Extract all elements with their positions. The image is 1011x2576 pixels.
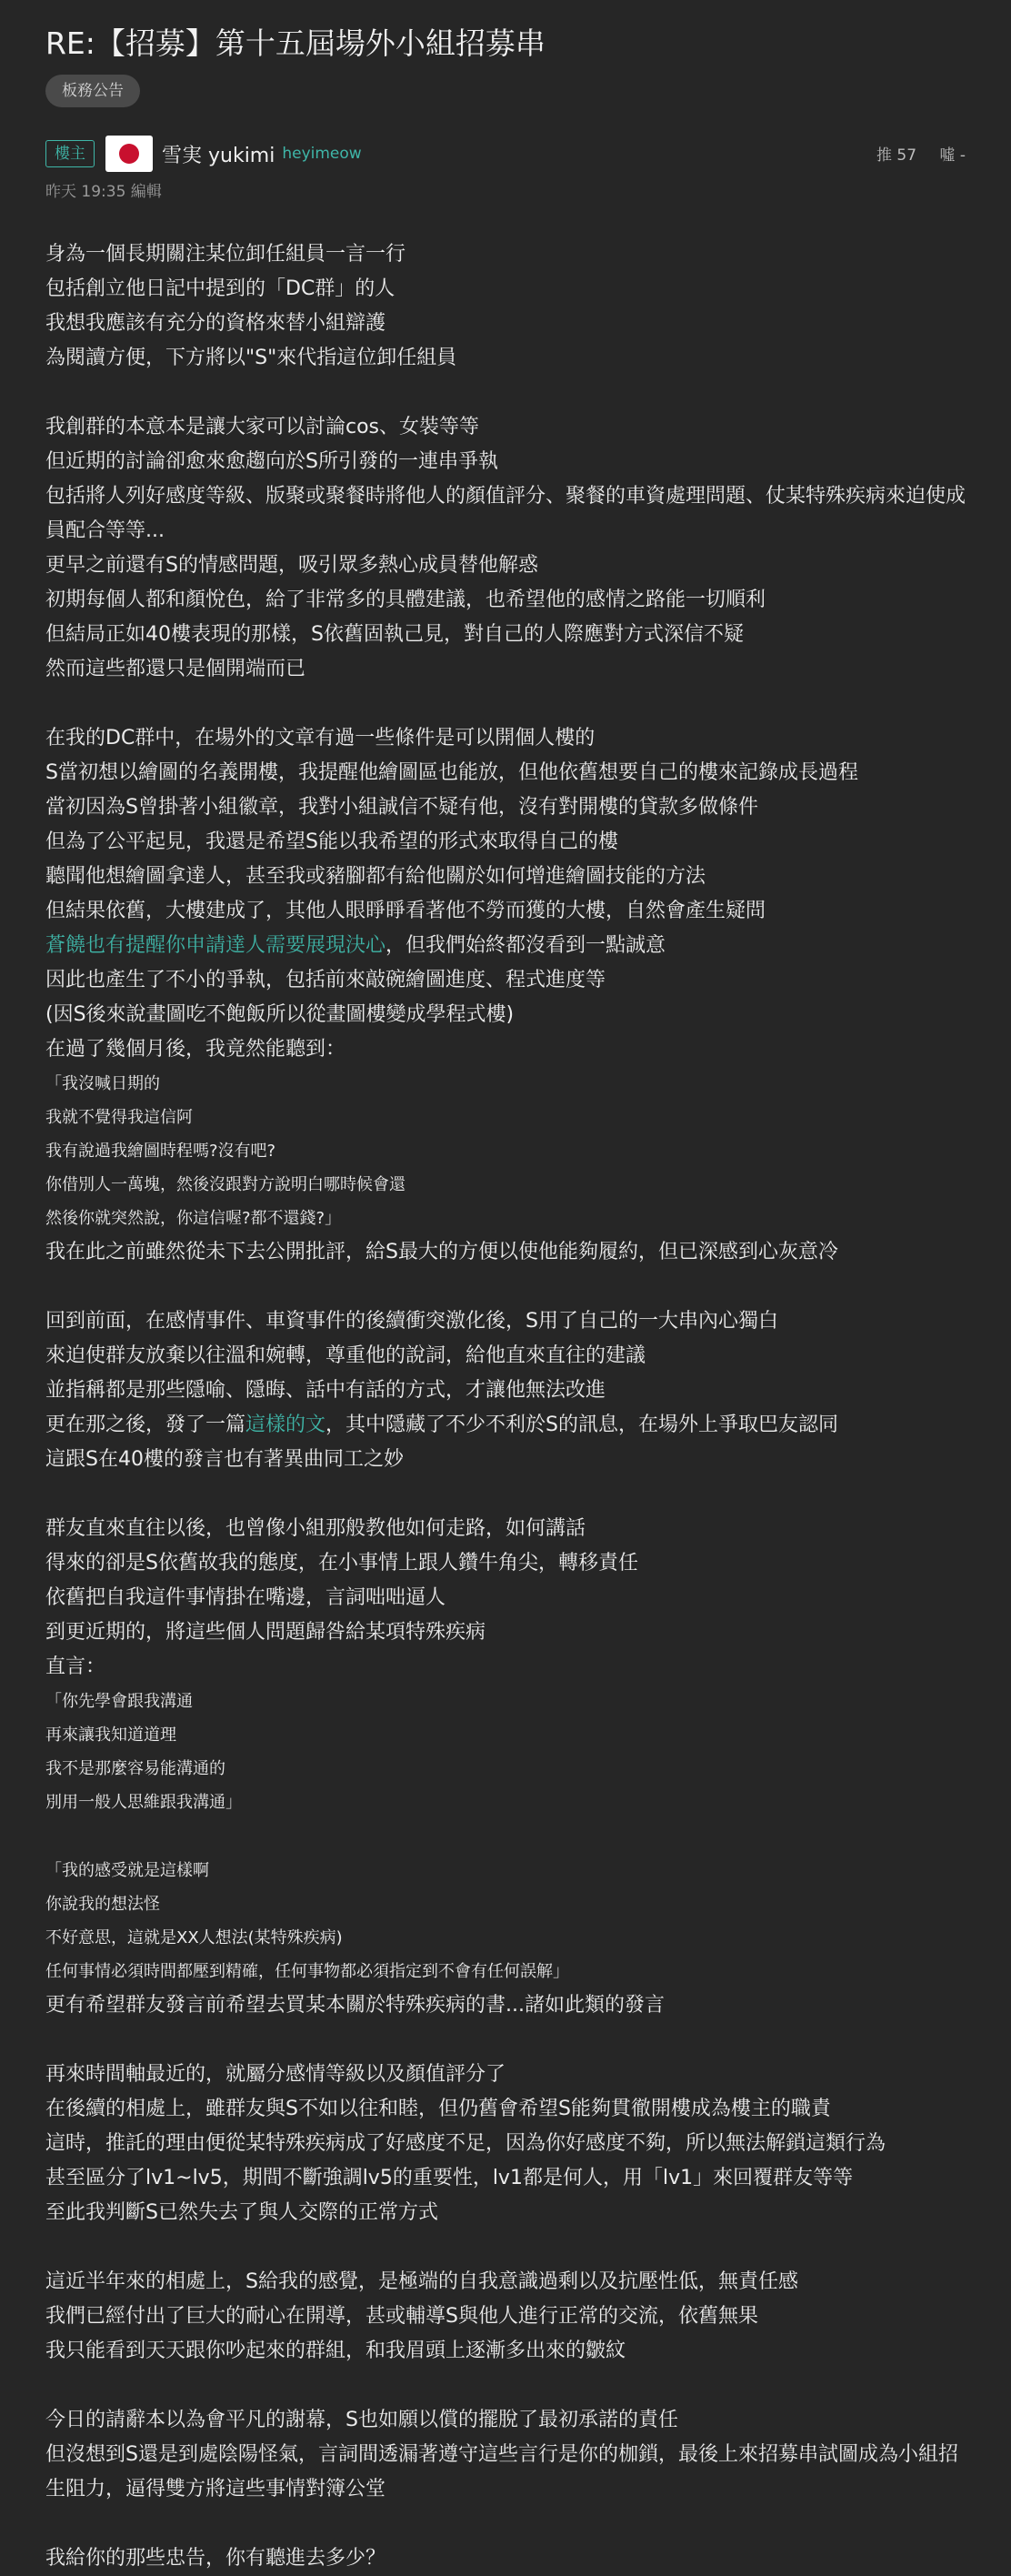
post-line: 群友直來直往以後，也曾像小組那般教他如何走路，如何講話 (45, 1517, 586, 1540)
post-line: 身為一個長期關注某位卸任組員一言一行 (45, 243, 406, 266)
post-line: 來迫使群友放棄以往溫和婉轉，尊重他的說詞，給他直來直往的建議 (45, 1344, 646, 1367)
post-line: 初期每個人都和顏悅色，給了非常多的具體建議，也希望他的感情之路能一切順利 (45, 589, 766, 611)
post-line: 依舊把自我這件事情掛在嘴邊，言詞咄咄逼人 (45, 1586, 446, 1609)
op-badge: 樓主 (45, 140, 95, 167)
quote-line: 然後你就突然說，你這信喔?都不還錢?」 (45, 1209, 342, 1228)
post-line: 我想我應該有充分的資格來替小組辯護 (45, 312, 386, 335)
post-line: 但沒想到S還是到處陰陽怪氣，言詞間透漏著遵守這些言行是你的枷鎖，最後上來招募串試圖成為小組招生阻力，逼得雙方將這些事情對簿公堂 (45, 2443, 958, 2501)
author-name[interactable]: 雪実 yukimi (162, 144, 275, 167)
post-line: 這跟S在40樓的發言也有著異曲同工之妙 (45, 1448, 404, 1471)
vote-stats (858, 142, 966, 165)
quote-line: 再來讓我知道道理 (45, 1726, 176, 1745)
post-line: 我在此之前雖然從未下去公開批評，給S最大的方便以使他能夠履約，但已深感到心灰意冷 (45, 1241, 838, 1263)
post-line: 我給你的那些忠告，你有聽進去多少？ (45, 2547, 386, 2570)
post-line: 因此也產生了不小的爭執，包括前來敲碗繪圖進度、程式進度等 (45, 969, 606, 991)
post-line: 在過了幾個月後，我竟然能聽到： (45, 1038, 346, 1061)
post-line: 甚至區分了lv1~lv5，期間不斷強調lv5的重要性，lv1都是何人，用「lv1」來回覆群友等等 (45, 2167, 854, 2189)
post-line: 然而這些都還只是個開端而已 (45, 658, 306, 680)
boo-count[interactable]: 噓 - (939, 146, 966, 165)
quote-line: 我就不覺得我這信阿 (45, 1108, 193, 1127)
post-line: 我只能看到天天跟你吵起來的群組，和我眉頭上逐漸多出來的皺紋 (45, 2340, 626, 2362)
post-line: 更早之前還有S的情感問題，吸引眾多熱心成員替他解惑 (45, 554, 538, 577)
quote-line: 任何事情必須時間都壓到精確，任何事物都必須指定到不會有任何誤解」 (45, 1962, 569, 1981)
author-row (45, 135, 966, 173)
page-title: RE:【招募】第十五屆場外小組招募串 (45, 25, 546, 61)
post-line: S當初想以繪圖的名義開樓，我提醒他繪圖區也能放，但他依舊想要自己的樓來記錄成長過程 (45, 761, 858, 784)
quote-line: 「你先學會跟我溝通 (45, 1692, 193, 1711)
inline-link[interactable]: 蒼饒也有提醒你申請達人需要展現決心 (45, 934, 386, 957)
post-line: 但結局正如40樓表現的那樣，S依舊固執己見，對自己的人際應對方式深信不疑 (45, 623, 744, 646)
post-line: 至此我判斷S已然失去了與人交際的正常方式 (45, 2201, 438, 2224)
post-line: 直言： (45, 1655, 106, 1678)
post-line: 更有希望群友發言前希望去買某本關於特殊疾病的書...諸如此類的發言 (45, 1994, 665, 2017)
post-line: 在我的DC群中，在場外的文章有過一些條件是可以開個人樓的 (45, 727, 596, 750)
post-line: 得來的卻是S依舊故我的態度，在小事情上跟人鑽牛角尖，轉移責任 (45, 1552, 638, 1575)
post-line: 包括將人列好感度等級、版聚或聚餐時將他人的顏值評分、聚餐的車資處理問題、仗某特殊疾病來迫使成員配合等等... (45, 485, 966, 542)
post-line: 再來時間軸最近的，就屬分感情等級以及顏值評分了 (45, 2063, 506, 2086)
post-line: 回到前面，在感情事件、車資事件的後續衝突激化後，S用了自己的一大串內心獨白 (45, 1310, 778, 1333)
post-line: 這近半年來的相處上，S給我的感覺，是極端的自我意識過剩以及抗壓性低，無責任感 (45, 2270, 798, 2293)
post-line: 但近期的討論卻愈來愈趨向於S所引發的一連串爭執 (45, 450, 498, 473)
post-line: (因S後來說畫圖吃不飽飯所以從畫圖樓變成學程式樓) (45, 1003, 515, 1026)
post-line: 但結果依舊，大樓建成了，其他人眼睜睜看著他不勞而獲的大樓，自然會產生疑問 (45, 900, 766, 922)
quote-line: 你說我的想法怪 (45, 1895, 160, 1914)
post-line: 我們已經付出了巨大的耐心在開導，甚或輔導S與他人進行正常的交流，依舊無果 (45, 2305, 758, 2328)
post-time: 昨天 19:35 編輯 (45, 183, 162, 201)
post-line: 包括創立他日記中提到的「DC群」的人 (45, 277, 395, 300)
post-line: 聽聞他想繪圖拿達人，甚至我或豬腳都有給他關於如何增進繪圖技能的方法 (45, 865, 706, 888)
category-tag[interactable]: 板務公告 (45, 75, 140, 107)
post-line: 蒼饒也有提醒你申請達人需要展現決心，但我們始終都沒看到一點誠意 (45, 934, 666, 957)
post-line: 這時，推託的理由便從某特殊疾病成了好感度不足，因為你好感度不夠，所以無法解鎖這類行為 (45, 2132, 886, 2155)
quote-line: 別用一般人思維跟我溝通」 (45, 1793, 242, 1812)
inline-link[interactable]: 這樣的文 (245, 1414, 326, 1436)
post-line: 並指稱都是那些隱喻、隱晦、話中有話的方式，才讓他無法改進 (45, 1379, 606, 1402)
quote-line: 我有說過我繪圖時程嗎?沒有吧? (45, 1142, 276, 1161)
post-line: 但為了公平起見，我還是希望S能以我希望的形式來取得自己的樓 (45, 830, 618, 853)
quote-line: 我不是那麼容易能溝通的 (45, 1759, 225, 1778)
push-count[interactable]: 推 57 (876, 146, 917, 165)
post-line: 當初因為S曾掛著小組徽章，我對小組誠信不疑有他，沒有對開樓的貸款多做條件 (45, 796, 758, 819)
author-handle[interactable]: heyimeow (282, 145, 362, 163)
post-body (45, 237, 966, 2576)
japan-flag-icon[interactable] (105, 136, 153, 172)
quote-line: 不好意思，這就是XX人想法(某特殊疾病) (45, 1928, 343, 1947)
post-line: 為閱讀方便，下方將以"S"來代指這位卸任組員 (45, 347, 457, 369)
post-line: 我創群的本意本是讓大家可以討論cos、女裝等等 (45, 416, 480, 438)
post-line: 今日的請辭本以為會平凡的謝幕，S也如願以償的擺脫了最初承諾的責任 (45, 2409, 678, 2431)
quote-line: 你借別人一萬塊，然後沒跟對方說明白哪時候會還 (45, 1175, 405, 1194)
post-line: 到更近期的，將這些個人問題歸咎給某項特殊疾病 (45, 1621, 486, 1644)
post-line: 在後續的相處上，雖群友與S不如以往和睦，但仍舊會希望S能夠貫徹開樓成為樓主的職責 (45, 2098, 831, 2120)
quote-line: 「我沒喊日期的 (45, 1074, 160, 1093)
post-line: 更在那之後，發了一篇這樣的文，其中隱藏了不少不利於S的訊息，在場外上爭取巴友認同 (45, 1414, 838, 1436)
quote-line: 「我的感受就是這樣啊 (45, 1861, 209, 1880)
